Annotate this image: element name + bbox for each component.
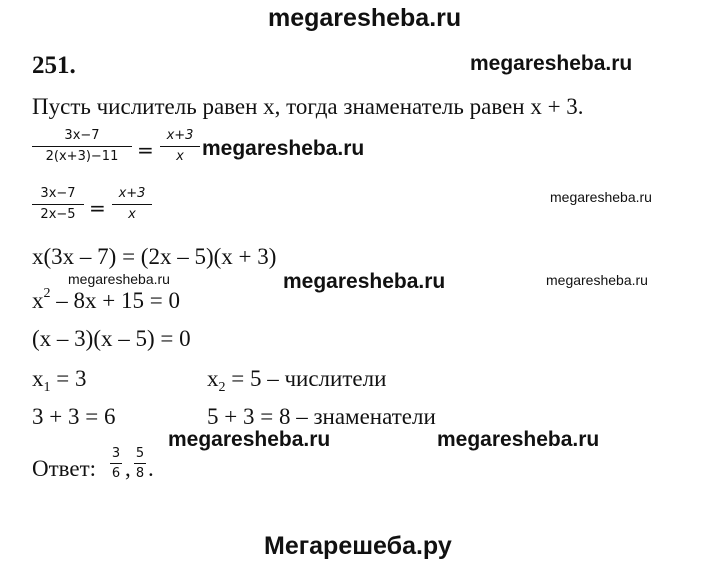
- answer-label: Ответ:: [32, 456, 97, 481]
- watermark-footer: Мегарешеба.ру: [264, 532, 452, 560]
- eq1-right-fraction: [160, 128, 200, 165]
- eq2-left-fraction: [32, 186, 84, 223]
- answer-f2-den: 8: [135, 466, 145, 481]
- equation-4: [32, 286, 180, 314]
- x2-sub: 2: [218, 380, 226, 395]
- eq4-exponent: 2: [43, 286, 51, 301]
- watermark-bottom-right: megaresheba.ru: [437, 428, 600, 451]
- watermark-header-right: megaresheba.ru: [470, 52, 633, 75]
- x2-var: x: [207, 366, 219, 391]
- equation-5: (x – 3)(x – 5) = 0: [32, 326, 191, 351]
- answer-sep: ,: [125, 456, 131, 481]
- eq2-equals: =: [89, 196, 106, 220]
- intro-line: Пусть числитель равен x, тогда знаменатель равен x + 3.: [32, 94, 584, 119]
- watermark-bottom-left: megaresheba.ru: [168, 428, 331, 451]
- eq4-rest: – 8x + 15 = 0: [50, 288, 180, 313]
- watermark-small-right-2: megaresheba.ru: [546, 272, 648, 288]
- x2-val: = 5 – числители: [225, 366, 387, 391]
- dens-right: 5 + 3 = 8 – знаменатели: [207, 404, 436, 429]
- watermark-small-right-1: megaresheba.ru: [550, 189, 652, 205]
- dens-left: 3 + 3 = 6: [32, 404, 116, 429]
- eq2-left-numerator: 3x−7: [40, 186, 76, 201]
- eq2-right-bar: [112, 204, 152, 205]
- eq2-right-fraction: [112, 186, 152, 223]
- eq1-left-fraction: [32, 128, 132, 165]
- x1-var: x: [32, 366, 44, 391]
- watermark-mid-center: megaresheba.ru: [283, 270, 446, 293]
- eq2-right-denominator: x: [128, 207, 136, 222]
- eq1-right-denominator: x: [176, 149, 184, 164]
- answer-f2-num: 5: [135, 446, 145, 461]
- eq1-equals: =: [137, 138, 154, 162]
- answer-end: .: [148, 456, 154, 481]
- eq1-left-numerator: 3x−7: [64, 128, 100, 143]
- watermark-eq1-overlay: megaresheba.ru: [202, 137, 365, 160]
- root-x2: [207, 366, 386, 396]
- eq2-left-denominator: 2x−5: [40, 207, 76, 222]
- eq4-base: x: [32, 288, 44, 313]
- x1-val: = 3: [50, 366, 87, 391]
- watermark-small-left: megaresheba.ru: [68, 271, 170, 287]
- eq2-right-numerator: x+3: [118, 186, 146, 201]
- watermark-top: megaresheba.ru: [268, 4, 462, 32]
- answer-f2-bar: [134, 463, 146, 464]
- answer-f1-num: 3: [111, 446, 121, 461]
- eq1-right-bar: [160, 146, 200, 147]
- x1-sub: 1: [43, 380, 51, 395]
- root-x1: [32, 366, 86, 396]
- eq1-left-denominator: 2(x+3)−11: [45, 149, 119, 164]
- answer-fraction-2: [134, 446, 146, 481]
- eq1-right-numerator: x+3: [166, 128, 194, 143]
- eq1-left-bar: [32, 146, 132, 147]
- answer-f1-den: 6: [111, 466, 121, 481]
- answer-f1-bar: [110, 463, 122, 464]
- problem-number: 251.: [32, 52, 76, 79]
- equation-3: x(3x – 7) = (2x – 5)(x + 3): [32, 244, 277, 269]
- eq2-left-bar: [32, 204, 84, 205]
- answer-fraction-1: [110, 446, 122, 481]
